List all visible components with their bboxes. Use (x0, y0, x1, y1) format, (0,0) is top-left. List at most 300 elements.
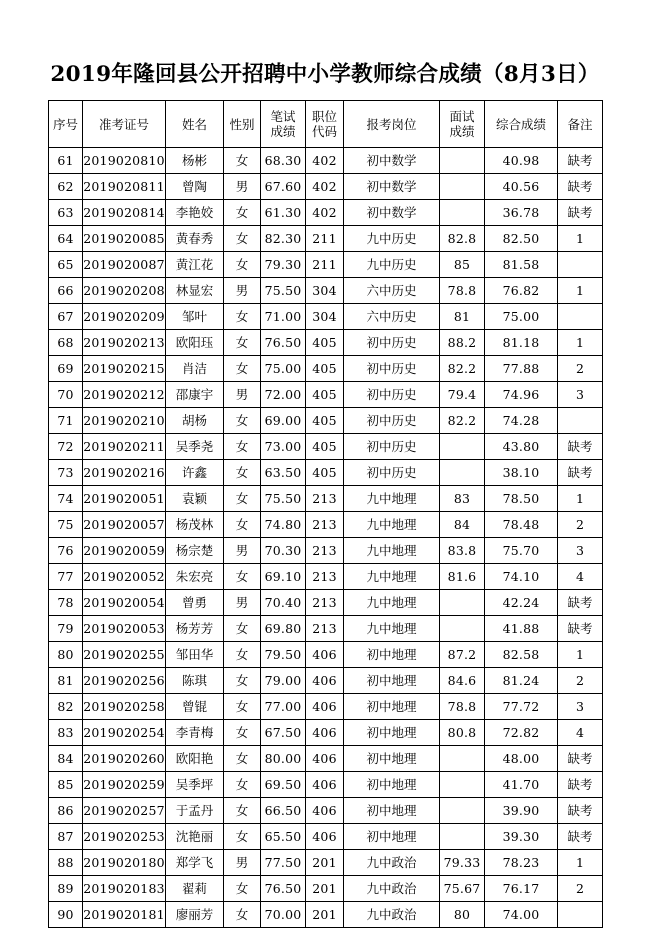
cell-post: 九中地理 (344, 590, 440, 616)
cell-inter (440, 200, 485, 226)
cell-written: 77.50 (261, 850, 306, 876)
cell-total: 76.82 (485, 278, 558, 304)
cell-post: 六中历史 (344, 278, 440, 304)
cell-post: 初中数学 (344, 174, 440, 200)
table-row (49, 590, 603, 616)
cell-post: 初中历史 (344, 460, 440, 486)
cell-total: 81.18 (485, 330, 558, 356)
cell-gender: 女 (224, 512, 261, 538)
cell-written: 76.50 (261, 330, 306, 356)
cell-remark: 2 (558, 876, 603, 902)
cell-remark: 4 (558, 720, 603, 746)
cell-code: 405 (306, 356, 344, 382)
cell-name: 邵康宇 (166, 382, 224, 408)
cell-inter: 78.8 (440, 694, 485, 720)
cell-seq: 67 (49, 304, 83, 330)
cell-gender: 男 (224, 590, 261, 616)
column-header-seq (49, 101, 83, 148)
table-row (49, 694, 603, 720)
cell-seq: 63 (49, 200, 83, 226)
cell-written: 74.80 (261, 512, 306, 538)
page-title: 2019年隆回县公开招聘中小学教师综合成绩（8月3日） (50, 62, 600, 87)
cell-seq: 84 (49, 746, 83, 772)
table-row (49, 798, 603, 824)
cell-post: 九中历史 (344, 252, 440, 278)
cell-total: 39.90 (485, 798, 558, 824)
cell-admit: 2019020183 (83, 876, 166, 902)
cell-written: 69.10 (261, 564, 306, 590)
cell-admit: 2019020085 (83, 226, 166, 252)
cell-total: 82.50 (485, 226, 558, 252)
cell-gender: 男 (224, 850, 261, 876)
cell-remark: 1 (558, 330, 603, 356)
table-row (49, 408, 603, 434)
cell-post: 九中政治 (344, 902, 440, 928)
column-header-written (261, 101, 306, 148)
table-row (49, 278, 603, 304)
cell-post: 九中地理 (344, 564, 440, 590)
table-header-row (49, 101, 603, 148)
cell-post: 初中历史 (344, 330, 440, 356)
table-body (49, 148, 603, 928)
cell-inter (440, 434, 485, 460)
cell-remark: 缺考 (558, 616, 603, 642)
cell-inter: 83.8 (440, 538, 485, 564)
cell-gender: 女 (224, 616, 261, 642)
cell-remark: 1 (558, 226, 603, 252)
cell-total: 72.82 (485, 720, 558, 746)
cell-admit: 2019020180 (83, 850, 166, 876)
cell-admit: 2019020258 (83, 694, 166, 720)
table-row (49, 356, 603, 382)
table-header (49, 101, 603, 148)
column-header-line: 综合成绩 (495, 116, 546, 132)
cell-total: 36.78 (485, 200, 558, 226)
cell-inter: 81 (440, 304, 485, 330)
cell-gender: 女 (224, 408, 261, 434)
cell-total: 74.10 (485, 564, 558, 590)
column-header-line: 面试 (449, 109, 475, 124)
cell-total: 75.00 (485, 304, 558, 330)
table-row (49, 460, 603, 486)
cell-post: 初中地理 (344, 694, 440, 720)
cell-code: 211 (306, 226, 344, 252)
cell-seq: 70 (49, 382, 83, 408)
cell-written: 79.30 (261, 252, 306, 278)
table-row (49, 252, 603, 278)
cell-seq: 79 (49, 616, 83, 642)
cell-total: 82.58 (485, 642, 558, 668)
cell-name: 杨茂林 (166, 512, 224, 538)
cell-code: 213 (306, 616, 344, 642)
cell-inter: 79.33 (440, 850, 485, 876)
cell-admit: 2019020255 (83, 642, 166, 668)
cell-code: 406 (306, 798, 344, 824)
cell-code: 213 (306, 564, 344, 590)
cell-seq: 85 (49, 772, 83, 798)
cell-written: 76.50 (261, 876, 306, 902)
cell-post: 九中地理 (344, 538, 440, 564)
cell-remark: 缺考 (558, 772, 603, 798)
cell-remark: 3 (558, 382, 603, 408)
cell-gender: 女 (224, 876, 261, 902)
cell-code: 304 (306, 304, 344, 330)
cell-total: 43.80 (485, 434, 558, 460)
cell-remark (558, 408, 603, 434)
cell-admit: 2019020054 (83, 590, 166, 616)
cell-gender: 女 (224, 902, 261, 928)
cell-post: 初中历史 (344, 356, 440, 382)
cell-name: 曾锟 (166, 694, 224, 720)
cell-gender: 女 (224, 356, 261, 382)
cell-seq: 81 (49, 668, 83, 694)
cell-admit: 2019020213 (83, 330, 166, 356)
cell-seq: 83 (49, 720, 83, 746)
table-row (49, 226, 603, 252)
cell-gender: 男 (224, 278, 261, 304)
cell-gender: 女 (224, 148, 261, 174)
cell-code: 406 (306, 720, 344, 746)
cell-remark: 2 (558, 668, 603, 694)
cell-code: 213 (306, 538, 344, 564)
cell-post: 九中地理 (344, 512, 440, 538)
cell-gender: 女 (224, 486, 261, 512)
cell-name: 杨彬 (166, 148, 224, 174)
cell-name: 邹叶 (166, 304, 224, 330)
cell-name: 翟莉 (166, 876, 224, 902)
cell-written: 67.50 (261, 720, 306, 746)
cell-gender: 女 (224, 564, 261, 590)
cell-inter: 75.67 (440, 876, 485, 902)
cell-written: 70.30 (261, 538, 306, 564)
cell-name: 许鑫 (166, 460, 224, 486)
column-header-line: 准考证号 (98, 116, 149, 132)
column-header-post (344, 101, 440, 148)
cell-remark: 1 (558, 850, 603, 876)
table-row (49, 148, 603, 174)
cell-code: 405 (306, 434, 344, 460)
cell-inter: 83 (440, 486, 485, 512)
cell-post: 初中历史 (344, 434, 440, 460)
cell-code: 402 (306, 200, 344, 226)
cell-remark: 缺考 (558, 434, 603, 460)
table-row (49, 330, 603, 356)
cell-name: 杨芳芳 (166, 616, 224, 642)
cell-admit: 2019020260 (83, 746, 166, 772)
cell-total: 74.96 (485, 382, 558, 408)
cell-admit: 2019020087 (83, 252, 166, 278)
cell-inter: 80.8 (440, 720, 485, 746)
column-header-line: 职位 (311, 109, 337, 124)
cell-code: 201 (306, 902, 344, 928)
table-row (49, 512, 603, 538)
cell-inter: 82.2 (440, 356, 485, 382)
cell-total: 78.50 (485, 486, 558, 512)
cell-seq: 62 (49, 174, 83, 200)
cell-admit: 2019020052 (83, 564, 166, 590)
cell-remark: 2 (558, 356, 603, 382)
cell-gender: 女 (224, 746, 261, 772)
cell-total: 40.56 (485, 174, 558, 200)
cell-name: 邹田华 (166, 642, 224, 668)
cell-admit: 2019020257 (83, 798, 166, 824)
cell-name: 曾勇 (166, 590, 224, 616)
cell-total: 75.70 (485, 538, 558, 564)
cell-gender: 男 (224, 538, 261, 564)
cell-name: 李艳姣 (166, 200, 224, 226)
cell-seq: 61 (49, 148, 83, 174)
cell-inter: 84 (440, 512, 485, 538)
cell-seq: 82 (49, 694, 83, 720)
cell-total: 38.10 (485, 460, 558, 486)
cell-code: 201 (306, 850, 344, 876)
table-row (49, 538, 603, 564)
table-row (49, 616, 603, 642)
cell-written: 75.00 (261, 356, 306, 382)
cell-written: 66.50 (261, 798, 306, 824)
cell-name: 于孟丹 (166, 798, 224, 824)
cell-post: 六中历史 (344, 304, 440, 330)
cell-name: 肖洁 (166, 356, 224, 382)
column-header-code (306, 101, 344, 148)
cell-seq: 68 (49, 330, 83, 356)
table-row (49, 486, 603, 512)
cell-total: 76.17 (485, 876, 558, 902)
cell-written: 69.50 (261, 772, 306, 798)
cell-inter: 88.2 (440, 330, 485, 356)
cell-inter (440, 460, 485, 486)
cell-seq: 89 (49, 876, 83, 902)
cell-written: 80.00 (261, 746, 306, 772)
cell-total: 42.24 (485, 590, 558, 616)
cell-written: 69.80 (261, 616, 306, 642)
cell-admit: 2019020181 (83, 902, 166, 928)
cell-name: 袁颖 (166, 486, 224, 512)
table-row (49, 746, 603, 772)
cell-post: 初中数学 (344, 200, 440, 226)
cell-post: 九中地理 (344, 616, 440, 642)
cell-written: 79.00 (261, 668, 306, 694)
cell-code: 406 (306, 746, 344, 772)
cell-name: 曾陶 (166, 174, 224, 200)
cell-code: 405 (306, 330, 344, 356)
cell-inter: 82.8 (440, 226, 485, 252)
cell-name: 朱宏亮 (166, 564, 224, 590)
grades-table-container (48, 100, 602, 928)
table-row (49, 382, 603, 408)
table-row (49, 174, 603, 200)
cell-name: 陈琪 (166, 668, 224, 694)
cell-gender: 女 (224, 434, 261, 460)
cell-admit: 2019020216 (83, 460, 166, 486)
cell-inter (440, 824, 485, 850)
cell-admit: 2019020811 (83, 174, 166, 200)
column-header-name (166, 101, 224, 148)
cell-admit: 2019020810 (83, 148, 166, 174)
cell-seq: 65 (49, 252, 83, 278)
cell-name: 李青梅 (166, 720, 224, 746)
cell-gender: 女 (224, 460, 261, 486)
cell-gender: 女 (224, 694, 261, 720)
cell-total: 81.58 (485, 252, 558, 278)
table-row (49, 850, 603, 876)
cell-post: 九中政治 (344, 850, 440, 876)
cell-inter: 80 (440, 902, 485, 928)
cell-total: 39.30 (485, 824, 558, 850)
cell-post: 初中地理 (344, 798, 440, 824)
cell-remark: 2 (558, 512, 603, 538)
cell-seq: 73 (49, 460, 83, 486)
cell-total: 74.28 (485, 408, 558, 434)
cell-gender: 女 (224, 798, 261, 824)
cell-name: 胡杨 (166, 408, 224, 434)
cell-written: 79.50 (261, 642, 306, 668)
cell-written: 68.30 (261, 148, 306, 174)
cell-inter: 82.2 (440, 408, 485, 434)
cell-total: 81.24 (485, 668, 558, 694)
cell-remark: 缺考 (558, 174, 603, 200)
cell-total: 77.72 (485, 694, 558, 720)
cell-seq: 88 (49, 850, 83, 876)
cell-remark: 缺考 (558, 798, 603, 824)
column-header-line: 报考岗位 (366, 116, 417, 132)
cell-inter (440, 798, 485, 824)
cell-inter (440, 746, 485, 772)
cell-written: 65.50 (261, 824, 306, 850)
cell-post: 初中地理 (344, 824, 440, 850)
cell-code: 406 (306, 642, 344, 668)
cell-written: 70.00 (261, 902, 306, 928)
cell-name: 吴季尧 (166, 434, 224, 460)
cell-name: 郑学飞 (166, 850, 224, 876)
cell-gender: 女 (224, 252, 261, 278)
cell-inter (440, 148, 485, 174)
cell-written: 72.00 (261, 382, 306, 408)
cell-gender: 女 (224, 772, 261, 798)
cell-written: 67.60 (261, 174, 306, 200)
cell-inter: 87.2 (440, 642, 485, 668)
cell-post: 九中历史 (344, 226, 440, 252)
cell-admit: 2019020256 (83, 668, 166, 694)
cell-inter: 84.6 (440, 668, 485, 694)
cell-inter: 78.8 (440, 278, 485, 304)
cell-name: 欧阳艳 (166, 746, 224, 772)
cell-admit: 2019020210 (83, 408, 166, 434)
cell-gender: 女 (224, 720, 261, 746)
cell-remark: 缺考 (558, 460, 603, 486)
cell-remark (558, 252, 603, 278)
cell-total: 74.00 (485, 902, 558, 928)
cell-admit: 2019020051 (83, 486, 166, 512)
cell-admit: 2019020211 (83, 434, 166, 460)
cell-remark: 1 (558, 486, 603, 512)
cell-remark: 缺考 (558, 824, 603, 850)
cell-inter: 85 (440, 252, 485, 278)
cell-written: 73.00 (261, 434, 306, 460)
cell-remark (558, 304, 603, 330)
cell-written: 70.40 (261, 590, 306, 616)
cell-written: 63.50 (261, 460, 306, 486)
cell-code: 304 (306, 278, 344, 304)
cell-post: 初中地理 (344, 746, 440, 772)
cell-admit: 2019020253 (83, 824, 166, 850)
cell-code: 405 (306, 408, 344, 434)
cell-code: 405 (306, 460, 344, 486)
cell-gender: 男 (224, 174, 261, 200)
column-header-line: 性别 (229, 116, 255, 132)
cell-total: 41.88 (485, 616, 558, 642)
cell-remark: 3 (558, 538, 603, 564)
cell-written: 75.50 (261, 278, 306, 304)
cell-written: 82.30 (261, 226, 306, 252)
cell-inter: 81.6 (440, 564, 485, 590)
cell-gender: 女 (224, 824, 261, 850)
table-row (49, 902, 603, 928)
cell-code: 213 (306, 512, 344, 538)
cell-code: 213 (306, 590, 344, 616)
cell-seq: 86 (49, 798, 83, 824)
cell-total: 40.98 (485, 148, 558, 174)
cell-seq: 71 (49, 408, 83, 434)
cell-remark: 缺考 (558, 200, 603, 226)
cell-code: 402 (306, 148, 344, 174)
cell-admit: 2019020209 (83, 304, 166, 330)
cell-gender: 女 (224, 642, 261, 668)
cell-name: 欧阳珏 (166, 330, 224, 356)
column-header-line: 备注 (567, 116, 593, 132)
cell-post: 九中政治 (344, 876, 440, 902)
cell-name: 杨宗楚 (166, 538, 224, 564)
cell-seq: 72 (49, 434, 83, 460)
column-header-remark (558, 101, 603, 148)
cell-seq: 75 (49, 512, 83, 538)
cell-code: 406 (306, 772, 344, 798)
table-row (49, 668, 603, 694)
cell-code: 406 (306, 824, 344, 850)
table-row (49, 642, 603, 668)
column-header-line: 序号 (52, 116, 78, 132)
cell-seq: 78 (49, 590, 83, 616)
cell-inter: 79.4 (440, 382, 485, 408)
column-header-line: 姓名 (181, 116, 207, 132)
cell-remark: 缺考 (558, 590, 603, 616)
column-header-line: 成绩 (270, 124, 296, 139)
cell-seq: 76 (49, 538, 83, 564)
column-header-line: 成绩 (449, 124, 475, 139)
cell-gender: 女 (224, 200, 261, 226)
table-row (49, 564, 603, 590)
table-row (49, 772, 603, 798)
cell-gender: 女 (224, 668, 261, 694)
cell-remark (558, 902, 603, 928)
cell-admit: 2019020059 (83, 538, 166, 564)
cell-seq: 64 (49, 226, 83, 252)
cell-remark: 缺考 (558, 746, 603, 772)
column-header-total (485, 101, 558, 148)
table-row (49, 824, 603, 850)
cell-post: 九中地理 (344, 486, 440, 512)
cell-admit: 2019020814 (83, 200, 166, 226)
column-header-line: 代码 (311, 124, 337, 139)
cell-written: 75.50 (261, 486, 306, 512)
column-header-admit (83, 101, 166, 148)
cell-admit: 2019020259 (83, 772, 166, 798)
cell-post: 初中数学 (344, 148, 440, 174)
cell-remark: 3 (558, 694, 603, 720)
cell-post: 初中地理 (344, 720, 440, 746)
table-row (49, 200, 603, 226)
table-row (49, 434, 603, 460)
